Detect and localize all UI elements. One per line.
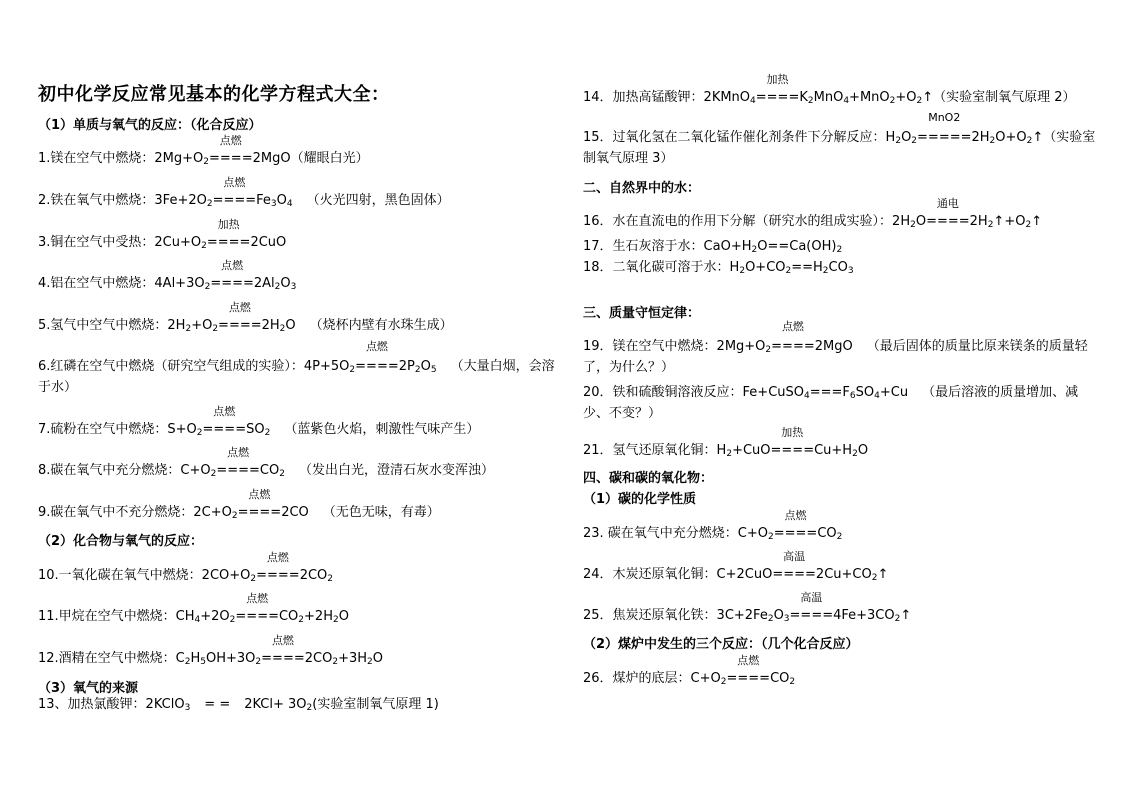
equation-7: 7.硫粉在空气中燃烧：$S+O_2$ 点燃 $====SO_2$ （蓝紫色火焰，刺激性气味产生） — [38, 405, 480, 438]
section-heading-carbon-2: （2）煤炉中发生的三个反应：（几个化合反应） — [583, 637, 859, 652]
equation-18: 18．二氧化碳可溶于水：$H_2O+CO_2==H_2CO_3$ — [583, 260, 854, 276]
equation-15: 15．过氧化氢在二氧化锰作催化剂条件下分解反应：$H_2O_2$ MnO2 $=====2H_2O+O_2↑$（实验室制氧气原理 3） — [583, 111, 1096, 166]
equation-4: 4.铝在空气中燃烧：$4Al+3O_2$ 点燃 $====2Al_2O_3$ — [38, 259, 297, 292]
equation-23: 23. 碳在氧气中充分燃烧：$C+O_2$ 点燃 $====CO_2$ — [583, 509, 843, 542]
equation-2: 2.铁在氧气中燃烧：$3Fe+2O_2$ 点燃 $====Fe_3O_4$ （火光四射，黑色固体） — [38, 176, 450, 209]
equation-3: 3.铜在空气中受热：$2Cu+O_2$ 加热 ====2CuO — [38, 218, 287, 251]
section-heading-1: （1）单质与氧气的反应：（化合反应） — [38, 118, 262, 133]
equation-9: 9.碳在氧气中不充分燃烧：$2C+O_2$ 点燃 ====2CO （无色无味，有毒） — [38, 488, 440, 521]
equation-16: 16．水在直流电的作用下分解（研究水的组成实验）：$2H_2O$ 通电 $====2H_2↑+O_2↑$ — [583, 197, 1043, 230]
section-heading-water: 二、自然界中的水： — [583, 181, 701, 196]
section-heading-carbon-1: （1）碳的化学性质 — [583, 492, 697, 507]
equation-5: 5.氢气中空气中燃烧：$2H_2+O_2$ 点燃 $====2H_2O$ （烧杯内壁有水珠生成） — [38, 301, 453, 334]
section-heading-carbon: 四、碳和碳的氧化物： — [583, 471, 714, 486]
equation-8: 8.碳在氧气中充分燃烧：$C+O_2$ 点燃 $====CO_2$ （发出白光，澄清石灰水变浑浊） — [38, 446, 494, 479]
equation-12: 12.酒精在空气中燃烧：$C_2H_5OH+3O_2$ 点燃 $====2CO_2+3H_2O$ — [38, 634, 383, 667]
section-heading-2: （2）化合物与氧气的反应： — [38, 534, 204, 549]
equation-11: 11.甲烷在空气中燃烧：$CH_4+2O_2$ 点燃 $====CO_2+2H_2O$ — [38, 592, 349, 625]
section-heading-3: （3）氧气的来源 — [38, 681, 139, 696]
equation-13: 13、加热氯酸钾：2KClO$_3$ = = $2KCl+ 3O_2$(实验室制氧气原理 1) — [38, 697, 439, 713]
equation-20: 20．铁和硫酸铜溶液反应：$Fe+CuSO_4===F_6SO_4+Cu$ （最后溶液的质量增加、减少、不变？） — [583, 385, 1079, 421]
equation-10: 10.一氧化碳在氧气中燃烧：$2CO+O_2$ 点燃 $====2CO_2$ — [38, 551, 334, 584]
equation-6: 6.红磷在空气中燃烧（研究空气组成的实验）：$4P+5O_2$ 点燃 $====2P_2O_5$ （大量白烟，会溶于水） — [38, 340, 555, 395]
equation-14: 14．加热高锰酸钾：2KMnO$_4$ 加热 $====K_2MnO_4+MnO_2+O_2↑$（实验室制氧气原理 2） — [583, 73, 1076, 106]
equation-24: 24．木炭还原氧化铜：C+2CuO 高温 $====2Cu+CO_2↑$ — [583, 550, 889, 583]
equation-19: 19．镁在空气中燃烧：$2Mg+O_2$ 点燃 ====2MgO （最后固体的质量比原来镁条的质量轻了，为什么？） — [583, 320, 1088, 375]
equation-17: 17．生石灰溶于水：$CaO+H_2O==Ca(OH)_2$ — [583, 239, 843, 255]
equation-26: 26．煤炉的底层：$C+O_2$ 点燃 $====CO_2$ — [583, 654, 796, 687]
equation-1: 1.镁在空气中燃烧：$2Mg+O_2$ 点燃 ====2MgO（耀眼白光） — [38, 134, 369, 167]
equation-25: 25．焦炭还原氧化铁：$3C+2Fe_2O_3$ 高温 $====4Fe+3CO_2↑$ — [583, 591, 912, 624]
page-title: 初中化学反应常见基本的化学方程式大全： — [38, 84, 390, 105]
equation-21: 21．氢气还原氧化铜：$H_2+CuO$ 加热 $====Cu+H_2O$ — [583, 426, 869, 459]
section-heading-mass: 三、质量守恒定律： — [583, 306, 701, 321]
